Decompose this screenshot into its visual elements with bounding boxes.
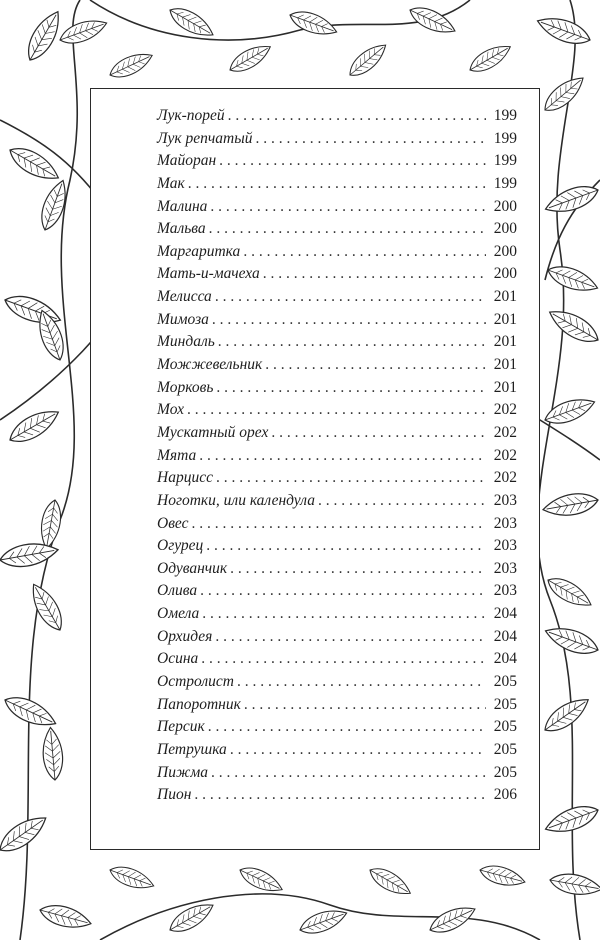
entry-page: 200 bbox=[493, 242, 517, 260]
index-entry bbox=[157, 107, 517, 130]
dot-leader bbox=[219, 152, 486, 170]
index-entry bbox=[157, 424, 517, 447]
entry-page: 203 bbox=[493, 514, 517, 532]
entry-page: 204 bbox=[493, 605, 517, 623]
entry-page: 199 bbox=[493, 107, 517, 124]
dot-leader bbox=[230, 560, 486, 578]
entry-term: Мать-и-мачеха bbox=[157, 265, 260, 283]
dot-leader bbox=[237, 673, 486, 691]
entry-term: Одуванчик bbox=[157, 559, 228, 577]
entry-term: Можжевельник bbox=[157, 356, 263, 374]
dot-leader bbox=[230, 741, 486, 759]
entry-term: Мак bbox=[157, 174, 185, 192]
entry-term: Омела bbox=[157, 605, 200, 623]
entry-term: Осина bbox=[157, 650, 199, 668]
index-entry bbox=[157, 515, 517, 538]
entry-term: Огурец bbox=[157, 537, 204, 555]
entry-page: 203 bbox=[493, 582, 517, 600]
index-entry bbox=[157, 152, 517, 175]
entry-page: 203 bbox=[493, 559, 517, 577]
dot-leader bbox=[210, 198, 486, 216]
entry-page: 201 bbox=[493, 333, 517, 351]
dot-leader bbox=[191, 515, 486, 533]
index-list bbox=[157, 107, 517, 809]
dot-leader bbox=[187, 401, 486, 419]
entry-term: Пижма bbox=[157, 763, 209, 781]
entry-page: 203 bbox=[493, 491, 517, 509]
index-entry bbox=[157, 469, 517, 492]
index-entry bbox=[157, 582, 517, 605]
entry-page: 200 bbox=[493, 197, 517, 215]
dot-leader bbox=[206, 537, 486, 555]
dot-leader bbox=[318, 492, 486, 510]
index-entry bbox=[157, 605, 517, 628]
entry-page: 202 bbox=[493, 423, 517, 441]
index-entry bbox=[157, 198, 517, 221]
dot-leader bbox=[215, 628, 486, 646]
dot-leader bbox=[218, 333, 486, 351]
entry-page: 201 bbox=[493, 310, 517, 328]
dot-leader bbox=[208, 718, 486, 736]
entry-term: Мята bbox=[157, 446, 197, 464]
entry-term: Мимоза bbox=[157, 310, 209, 328]
dot-leader bbox=[228, 107, 486, 125]
index-entry bbox=[157, 718, 517, 741]
dot-leader bbox=[255, 130, 486, 148]
entry-term: Петрушка bbox=[157, 740, 227, 758]
index-entry bbox=[157, 288, 517, 311]
entry-term: Орхидея bbox=[157, 627, 213, 645]
entry-term: Остролист bbox=[157, 673, 234, 691]
entry-term: Мускатный орех bbox=[157, 423, 269, 441]
index-entry bbox=[157, 628, 517, 651]
dot-leader bbox=[215, 288, 486, 306]
entry-page: 201 bbox=[493, 288, 517, 306]
entry-page: 205 bbox=[493, 673, 517, 691]
entry-page: 205 bbox=[493, 740, 517, 758]
entry-page: 199 bbox=[493, 174, 517, 192]
entry-term: Мальва bbox=[157, 220, 206, 238]
entry-page: 201 bbox=[493, 378, 517, 396]
index-entry bbox=[157, 447, 517, 470]
entry-term: Овес bbox=[157, 514, 189, 532]
entry-page: 202 bbox=[493, 469, 517, 487]
index-entry bbox=[157, 175, 517, 198]
entry-term: Персик bbox=[157, 718, 205, 736]
entry-term: Ноготки, или календула bbox=[157, 491, 315, 509]
index-entry bbox=[157, 696, 517, 719]
entry-term: Майоран bbox=[157, 152, 217, 170]
dot-leader bbox=[194, 786, 486, 804]
index-entry bbox=[157, 220, 517, 243]
index-entry bbox=[157, 741, 517, 764]
entry-term: Лук-порей bbox=[157, 107, 225, 124]
entry-term: Папоротник bbox=[157, 695, 241, 713]
index-entry bbox=[157, 311, 517, 334]
dot-leader bbox=[244, 696, 486, 714]
index-entry bbox=[157, 673, 517, 696]
dot-leader bbox=[216, 379, 486, 397]
entry-term: Пион bbox=[157, 786, 192, 804]
dot-leader bbox=[200, 582, 486, 600]
dot-leader bbox=[271, 424, 486, 442]
index-entry bbox=[157, 356, 517, 379]
entry-page: 202 bbox=[493, 446, 517, 464]
entry-page: 200 bbox=[493, 265, 517, 283]
index-panel bbox=[90, 88, 540, 850]
index-entry bbox=[157, 130, 517, 153]
dot-leader bbox=[263, 265, 486, 283]
index-entry bbox=[157, 379, 517, 402]
entry-term: Лук репчатый bbox=[157, 129, 253, 147]
dot-leader bbox=[199, 447, 486, 465]
index-entry bbox=[157, 401, 517, 424]
entry-page: 204 bbox=[493, 627, 517, 645]
index-entry bbox=[157, 764, 517, 787]
entry-page: 203 bbox=[493, 537, 517, 555]
entry-page: 205 bbox=[493, 718, 517, 736]
dot-leader bbox=[216, 469, 486, 487]
dot-leader bbox=[209, 220, 486, 238]
entry-page: 205 bbox=[493, 763, 517, 781]
entry-term: Мох bbox=[157, 401, 185, 419]
index-entry bbox=[157, 333, 517, 356]
entry-term: Олива bbox=[157, 582, 198, 600]
index-entry bbox=[157, 786, 517, 809]
entry-term: Морковь bbox=[157, 378, 214, 396]
index-entry bbox=[157, 560, 517, 583]
entry-term: Мелисса bbox=[157, 288, 212, 306]
dot-leader bbox=[212, 311, 486, 329]
entry-page: 199 bbox=[493, 129, 517, 147]
entry-term: Малина bbox=[157, 197, 208, 215]
entry-page: 206 bbox=[493, 786, 517, 804]
entry-term: Маргаритка bbox=[157, 242, 241, 260]
entry-term: Нарцисс bbox=[157, 469, 213, 487]
dot-leader bbox=[188, 175, 486, 193]
index-entry bbox=[157, 537, 517, 560]
dot-leader bbox=[202, 605, 486, 623]
index-entry bbox=[157, 265, 517, 288]
index-entry bbox=[157, 650, 517, 673]
entry-page: 201 bbox=[493, 356, 517, 374]
entry-page: 202 bbox=[493, 401, 517, 419]
index-entry bbox=[157, 492, 517, 515]
entry-page: 204 bbox=[493, 650, 517, 668]
dot-leader bbox=[243, 243, 486, 261]
entry-page: 200 bbox=[493, 220, 517, 238]
dot-leader bbox=[201, 650, 486, 668]
dot-leader bbox=[211, 764, 486, 782]
entry-term: Миндаль bbox=[157, 333, 215, 351]
dot-leader bbox=[265, 356, 486, 374]
index-entry bbox=[157, 243, 517, 266]
entry-page: 205 bbox=[493, 695, 517, 713]
entry-page: 199 bbox=[493, 152, 517, 170]
